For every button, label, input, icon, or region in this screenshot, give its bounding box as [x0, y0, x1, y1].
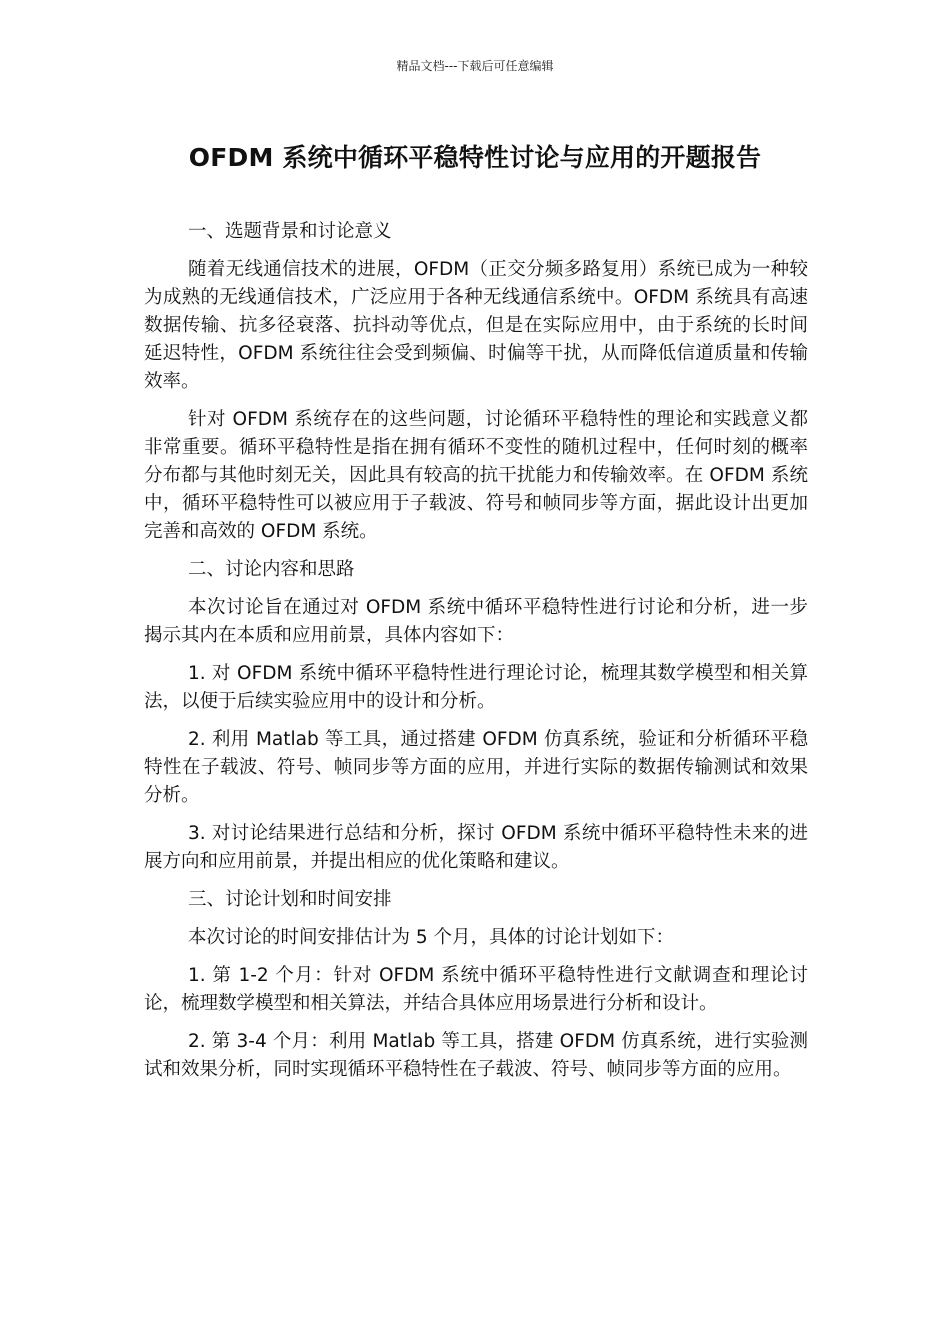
list-item: 3. 对讨论结果进行总结和分析，探讨 OFDM 系统中循环平稳特性未来的进展方向和应用前景，并提出相应的优化策略和建议。	[144, 823, 808, 872]
document-body	[144, 218, 808, 1094]
paragraph: 随着无线通信技术的进展，OFDM（正交分频多路复用）系统已成为一种较为成熟的无线通信技术，广泛应用于各种无线通信系统中。OFDM 系统具有高速数据传输、抗多径衰落、抗抖动等优点，但是在实际应用中，由于系统的长时间延迟特性，OFDM 系统往往会受到频偏、时偏等干扰，从而降低信道质量和传输效率。	[144, 259, 808, 392]
section-heading-2: 二、讨论内容和思路	[188, 559, 355, 580]
paragraph: 针对 OFDM 系统存在的这些问题，讨论循环平稳特性的理论和实践意义都非常重要。循环平稳特性是指在拥有循环不变性的随机过程中，任何时刻的概率分布都与其他时刻无关，因此具有较高的抗干扰能力和传输效率。在 OFDM 系统中，循环平稳特性可以被应用于子载波、符号和帧同步等方面，据此设计出更加完善和高效的 OFDM 系统。	[144, 409, 808, 542]
list-item: 2. 第 3-4 个月：利用 Matlab 等工具，搭建 OFDM 仿真系统，进行实验测试和效果分析，同时实现循环平稳特性在子载波、符号、帧同步等方面的应用。	[144, 1031, 808, 1080]
section-heading-3: 三、讨论计划和时间安排	[188, 889, 392, 910]
list-item: 1. 第 1-2 个月：针对 OFDM 系统中循环平稳特性进行文献调查和理论讨论，梳理数学模型和相关算法，并结合具体应用场景进行分析和设计。	[144, 965, 808, 1014]
paragraph: 本次讨论的时间安排估计为 5 个月，具体的讨论计划如下：	[188, 927, 675, 948]
list-item: 1. 对 OFDM 系统中循环平稳特性进行理论讨论，梳理其数学模型和相关算法，以便于后续实验应用中的设计和分析。	[144, 663, 808, 712]
section-heading-1: 一、选题背景和讨论意义	[188, 221, 392, 242]
header-note: 精品文档---下载后可任意编辑	[396, 59, 554, 73]
list-item: 2. 利用 Matlab 等工具，通过搭建 OFDM 仿真系统，验证和分析循环平稳特性在子载波、符号、帧同步等方面的应用，并进行实际的数据传输测试和效果分析。	[144, 729, 808, 806]
paragraph: 本次讨论旨在通过对 OFDM 系统中循环平稳特性进行讨论和分析，进一步揭示其内在本质和应用前景，具体内容如下：	[144, 597, 808, 646]
document-title: OFDM 系统中循环平稳特性讨论与应用的开题报告	[188, 143, 762, 172]
